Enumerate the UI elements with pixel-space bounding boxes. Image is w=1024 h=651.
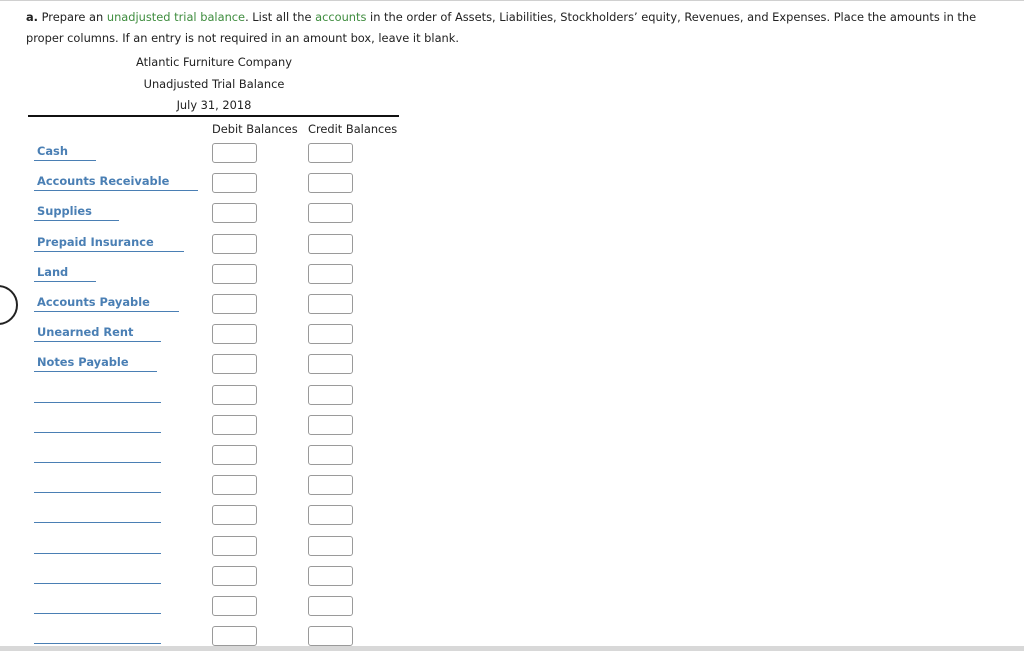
statement-date: July 31, 2018 <box>176 98 252 112</box>
account-dropdown[interactable]: Accounts Payable <box>34 293 179 312</box>
header-rule <box>28 115 399 117</box>
account-dropdown[interactable]: Accounts Receivable <box>34 172 198 191</box>
credit-amount-input[interactable] <box>308 324 353 344</box>
credit-amount-input[interactable] <box>308 505 353 525</box>
horizontal-scrollbar[interactable] <box>0 646 1024 651</box>
glossary-term-accounts[interactable]: accounts <box>315 10 367 24</box>
glossary-term-unadjusted-trial-balance[interactable]: unadjusted trial balance <box>106 10 246 24</box>
account-dropdown[interactable]: Notes Payable <box>34 353 157 372</box>
debit-amount-input[interactable] <box>212 294 257 314</box>
instructions-fragment: . List all the <box>245 10 316 24</box>
credit-amount-input[interactable] <box>308 596 353 616</box>
account-dropdown[interactable]: Unearned Rent <box>34 323 161 342</box>
credit-amount-input[interactable] <box>308 294 353 314</box>
credit-amount-input[interactable] <box>308 415 353 435</box>
account-dropdown[interactable]: Supplies <box>34 202 119 221</box>
credit-amount-input[interactable] <box>308 173 353 193</box>
account-dropdown[interactable] <box>34 474 161 493</box>
debit-amount-input[interactable] <box>212 596 257 616</box>
credit-amount-input[interactable] <box>308 475 353 495</box>
credit-amount-input[interactable] <box>308 354 353 374</box>
debit-amount-input[interactable] <box>212 354 257 374</box>
account-dropdown[interactable] <box>34 625 161 644</box>
debit-amount-input[interactable] <box>212 475 257 495</box>
account-dropdown[interactable]: Land <box>34 263 96 282</box>
company-name: Atlantic Furniture Company <box>136 55 292 69</box>
credit-column-header: Credit Balances <box>308 122 398 136</box>
debit-amount-input[interactable] <box>212 626 257 646</box>
part-label: a. <box>26 10 39 24</box>
account-dropdown[interactable] <box>34 535 161 554</box>
account-dropdown[interactable] <box>34 504 161 523</box>
credit-amount-input[interactable] <box>308 143 353 163</box>
debit-amount-input[interactable] <box>212 385 257 405</box>
account-dropdown[interactable]: Prepaid Insurance <box>34 233 184 252</box>
debit-amount-input[interactable] <box>212 234 257 254</box>
credit-amount-input[interactable] <box>308 385 353 405</box>
debit-amount-input[interactable] <box>212 264 257 284</box>
panel-toggle-handle[interactable] <box>0 285 18 325</box>
credit-amount-input[interactable] <box>308 445 353 465</box>
debit-amount-input[interactable] <box>212 566 257 586</box>
credit-amount-input[interactable] <box>308 234 353 254</box>
account-dropdown[interactable] <box>34 384 161 403</box>
instructions-fragment: in the order of Assets, Liabilities, Stockholders’ equity, Revenues, and Expenses. Place the amounts in the proper columns. If an entry is not required in an amount box, leave it blank. <box>26 10 977 45</box>
account-dropdown[interactable] <box>34 565 161 584</box>
credit-amount-input[interactable] <box>308 536 353 556</box>
instructions-fragment: Prepare an <box>38 10 107 24</box>
account-dropdown[interactable] <box>34 444 161 463</box>
credit-amount-input[interactable] <box>308 203 353 223</box>
debit-amount-input[interactable] <box>212 445 257 465</box>
debit-amount-input[interactable] <box>212 505 257 525</box>
account-dropdown[interactable] <box>34 595 161 614</box>
account-dropdown[interactable]: Cash <box>34 142 96 161</box>
instructions-text <box>26 7 1016 49</box>
debit-amount-input[interactable] <box>212 415 257 435</box>
credit-amount-input[interactable] <box>308 626 353 646</box>
top-divider <box>0 0 1024 1</box>
statement-title: Unadjusted Trial Balance <box>143 77 285 91</box>
debit-amount-input[interactable] <box>212 173 257 193</box>
debit-column-header: Debit Balances <box>212 122 298 136</box>
debit-amount-input[interactable] <box>212 324 257 344</box>
account-dropdown[interactable] <box>34 414 161 433</box>
credit-amount-input[interactable] <box>308 566 353 586</box>
credit-amount-input[interactable] <box>308 264 353 284</box>
debit-amount-input[interactable] <box>212 143 257 163</box>
debit-amount-input[interactable] <box>212 536 257 556</box>
debit-amount-input[interactable] <box>212 203 257 223</box>
